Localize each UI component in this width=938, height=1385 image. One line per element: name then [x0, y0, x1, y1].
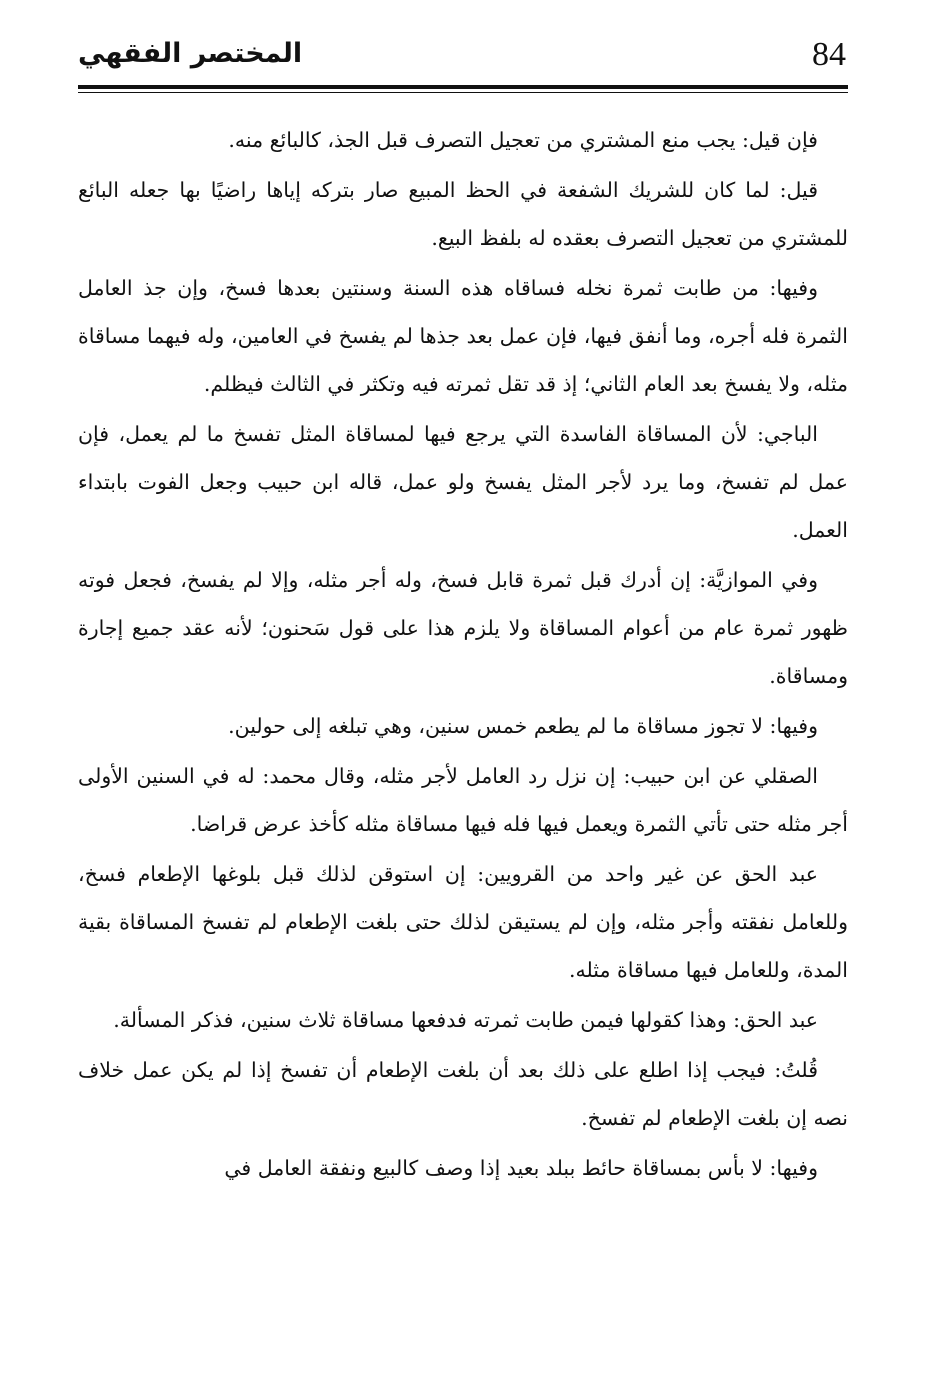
page-header — [78, 36, 848, 88]
paragraph: الصقلي عن ابن حبيب: إن نزل رد العامل لأجر مثله، وقال محمد: له في السنين الأولى أجر مثله حتى تأتي الثمرة ويعمل فيها فله فيها مساقاة مثله كأخذ عرض قراضا. — [78, 764, 848, 836]
paragraph: قيل: لما كان للشريك الشفعة في الحظ المبيع صار بتركه إياها راضيًا بها جعله البائع للمشتري من تعجيل التصرف بعقده له بلفظ البيع. — [78, 178, 848, 250]
paragraph: الباجي: لأن المساقاة الفاسدة التي يرجع فيها لمساقاة المثل تفسخ ما لم يعمل، فإن عمل لم تفسخ، وما يرد لأجر المثل يفسخ ولو عمل، قاله ابن حبيب وجعل الفوت بابتداء العمل. — [78, 422, 848, 542]
header-rule-thin — [78, 92, 848, 93]
paragraph: عبد الحق: وهذا كقولها فيمن طابت ثمرته فدفعها مساقاة ثلاث سنين، فذكر المسألة. — [113, 1008, 818, 1032]
paragraph: فإن قيل: يجب منع المشتري من تعجيل التصرف قبل الجذ، كالبائع منه. — [228, 128, 818, 152]
paragraph: وفيها: من طابت ثمرة نخله فساقاه هذه السنة وسنتين بعدها فسخ، وإن جذ العامل الثمرة فله أجره، وما أنفق فيها، فإن عمل بعد جذها لم يفسخ في العامين، وله فيهما مساقاة مثله، ولا يفسخ بعد العام الثاني؛ إذ قد تقل ثمرته فيه وتكثر في الثالث فيظلم. — [78, 276, 848, 396]
body-text — [78, 116, 848, 1192]
header-rule-thick — [78, 85, 848, 89]
paragraph: قُلتُ: فيجب إذا اطلع على ذلك بعد أن بلغت الإطعام أن تفسخ إذا لم يكن عمل خلاف نصه إن بلغت الإطعام لم تفسخ. — [78, 1058, 848, 1130]
running-title: المختصر الفقهي — [78, 38, 303, 69]
paragraph: عبد الحق عن غير واحد من القرويين: إن استوقن لذلك قبل بلوغها الإطعام فسخ، وللعامل نفقته وأجر مثله، وإن لم يستيقن لذلك حتى بلغت الإطعام لم تفسخ المساقاة بقية المدة، وللعامل فيها مساقاة مثله. — [78, 862, 848, 982]
page-number: 84 — [812, 36, 846, 73]
paragraph: وفيها: لا تجوز مساقاة ما لم يطعم خمس سنين، وهي تبلغه إلى حولين. — [228, 714, 818, 738]
paragraph: وفيها: لا بأس بمساقاة حائط ببلد بعيد إذا وصف كالبيع ونفقة العامل في — [224, 1156, 818, 1180]
paragraph: وفي الموازيَّة: إن أدرك قبل ثمرة قابل فسخ، وله أجر مثله، وإلا لم يفسخ، فجعل فوته ظهور ثمرة عام من أعوام المساقاة ولا يلزم هذا على قول سَحنون؛ لأنه عقد جميع إجارة ومساقاة. — [78, 568, 848, 688]
